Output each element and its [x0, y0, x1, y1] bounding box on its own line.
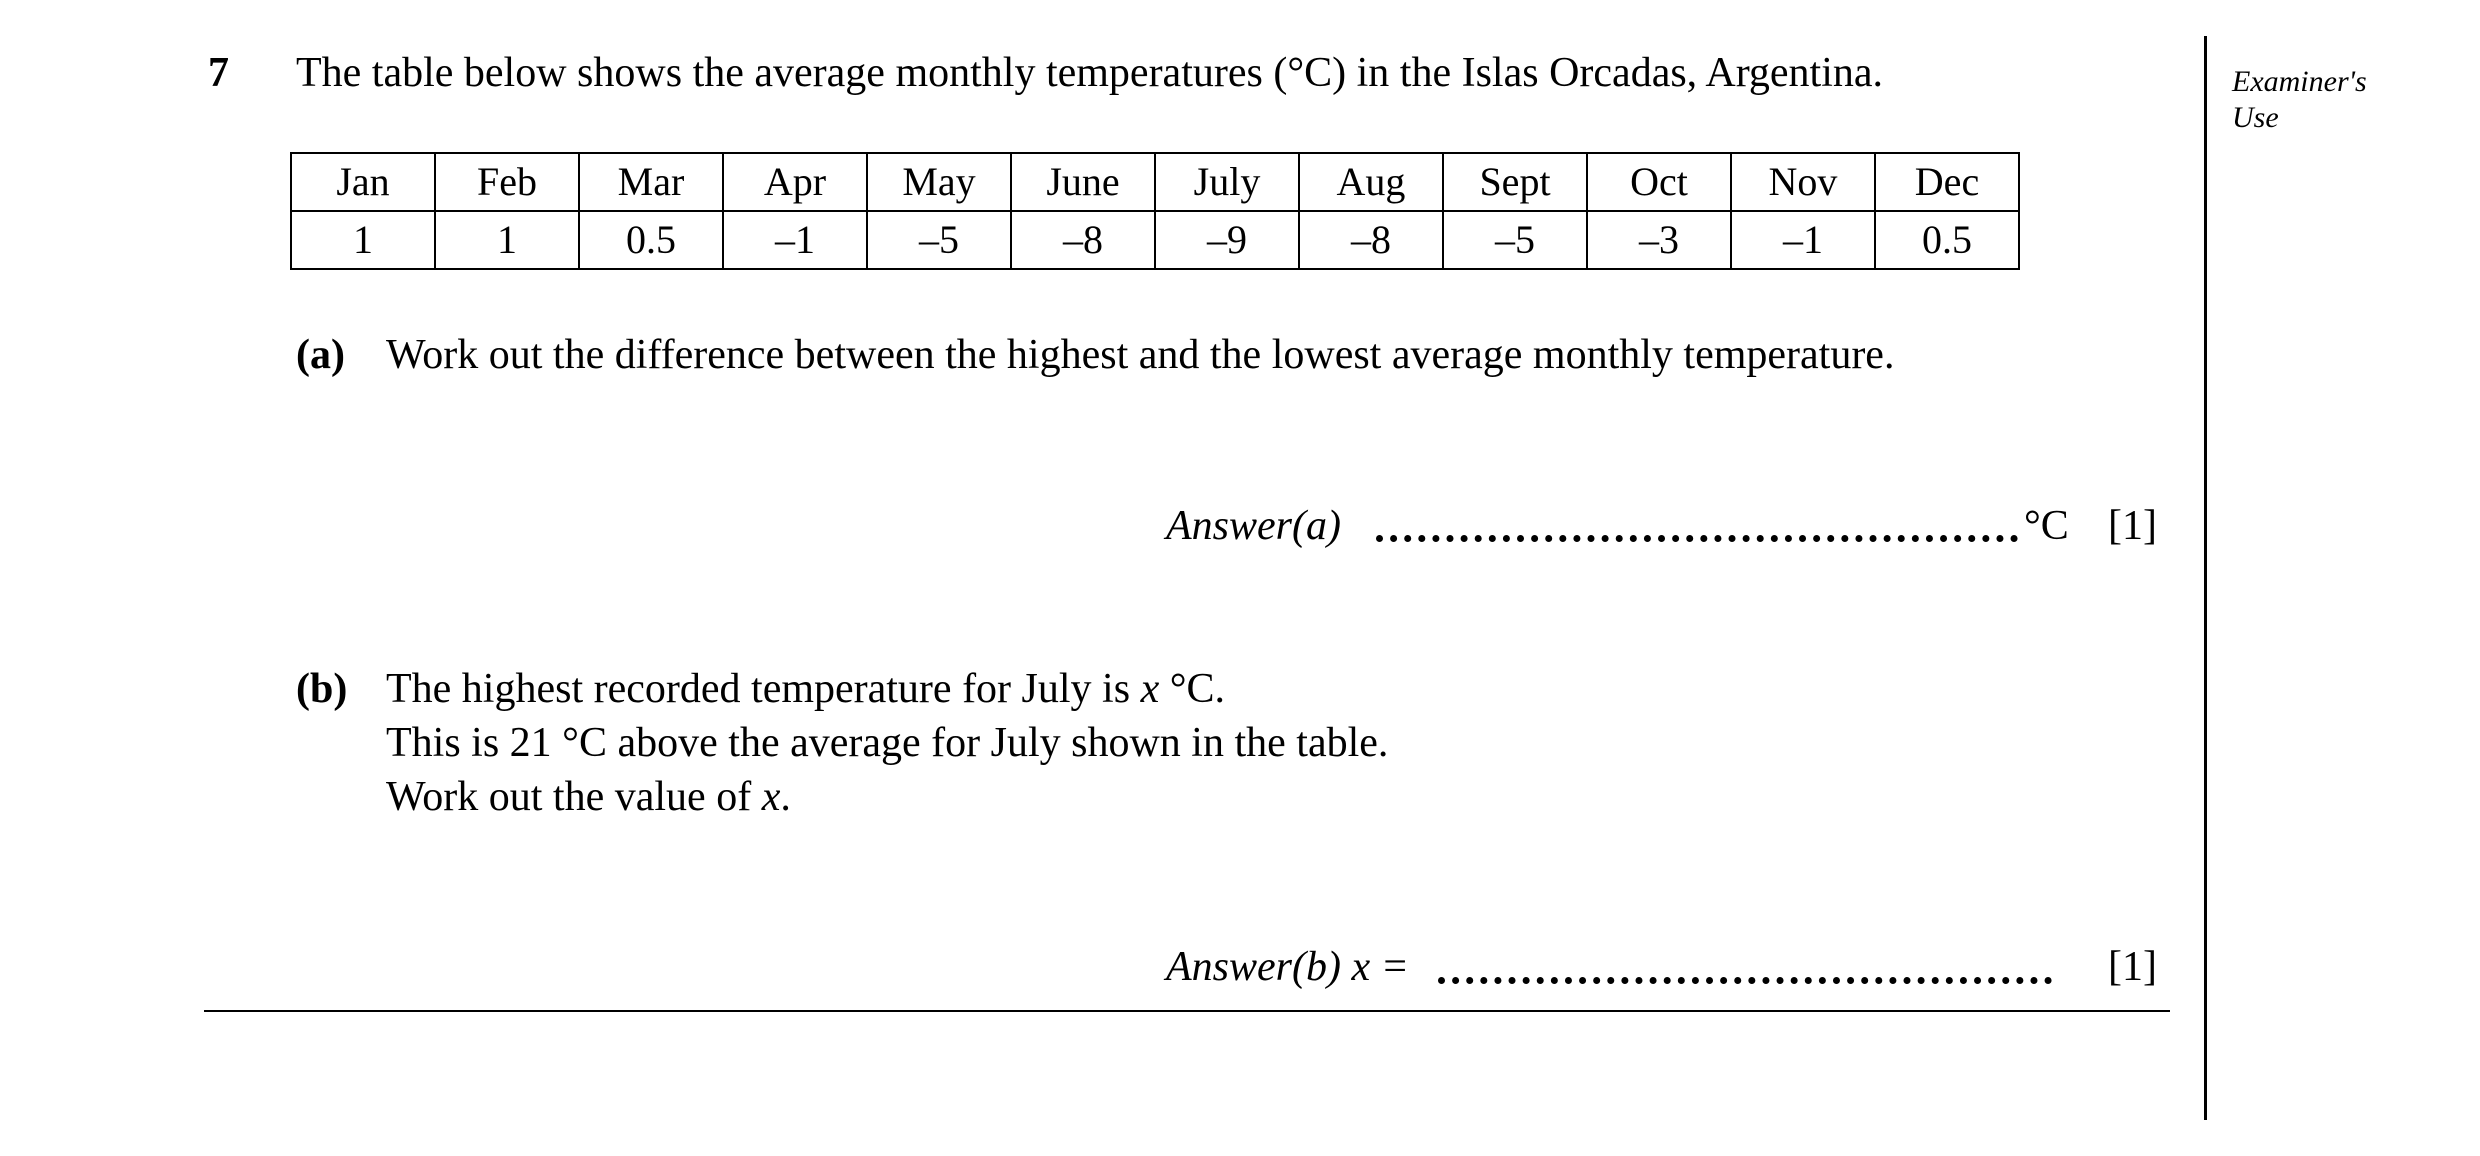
temperature-cell: 0.5: [1875, 211, 2019, 269]
question-number: 7: [208, 50, 229, 96]
table-row: [291, 211, 2019, 269]
temperature-cell: –3: [1587, 211, 1731, 269]
answer-a-label: Answer(a): [1166, 503, 1341, 549]
month-cell: July: [1155, 153, 1299, 211]
part-b-line-3: [386, 776, 791, 818]
answer-b-label: Answer(b) x =: [1166, 944, 1409, 990]
part-b-line-1-end: °C.: [1159, 666, 1226, 712]
examiner-use-line-2: Use: [2232, 101, 2279, 134]
temperature-cell: 1: [291, 211, 435, 269]
temperature-cell: –9: [1155, 211, 1299, 269]
table-header-row: [291, 153, 2019, 211]
month-cell: June: [1011, 153, 1155, 211]
month-cell: Nov: [1731, 153, 1875, 211]
part-a-text: Work out the difference between the highest and the lowest average monthly temperature.: [386, 332, 1895, 378]
question-end-rule: [204, 1010, 2170, 1012]
month-cell: Dec: [1875, 153, 2019, 211]
month-cell: Feb: [435, 153, 579, 211]
answer-b-marks: [1]: [2108, 944, 2157, 990]
part-b-label: (b): [296, 666, 348, 712]
temperature-cell: –5: [867, 211, 1011, 269]
variable-x: x: [1140, 666, 1160, 712]
part-b-line-1-start: The highest recorded temperature for July is: [386, 666, 1141, 712]
variable-x: x: [761, 774, 781, 820]
answer-a-unit: °C: [2024, 503, 2069, 549]
examiner-use-label: [2232, 64, 2367, 136]
part-a-label: (a): [296, 332, 345, 378]
part-b-line-1: [386, 668, 1225, 710]
temperature-table: [290, 152, 2020, 270]
answer-a-marks: [1]: [2108, 503, 2157, 549]
month-cell: Mar: [579, 153, 723, 211]
temperature-cell: 1: [435, 211, 579, 269]
part-b-line-2: This is 21 °C above the average for July shown in the table.: [386, 720, 1389, 766]
month-cell: Aug: [1299, 153, 1443, 211]
month-cell: Sept: [1443, 153, 1587, 211]
month-cell: May: [867, 153, 1011, 211]
temperature-cell: –1: [723, 211, 867, 269]
question-intro: The table below shows the average monthly temperatures (°C) in the Islas Orcadas, Argentina.: [296, 50, 1884, 96]
part-b-line-3-end: .: [780, 774, 791, 820]
month-cell: Apr: [723, 153, 867, 211]
examiner-margin-rule: [2204, 36, 2207, 1120]
answer-b-field[interactable]: [1438, 962, 2052, 984]
temperature-cell: –8: [1299, 211, 1443, 269]
temperature-cell: 0.5: [579, 211, 723, 269]
temperature-cell: –1: [1731, 211, 1875, 269]
answer-a-field[interactable]: [1376, 520, 2018, 542]
month-cell: Oct: [1587, 153, 1731, 211]
temperature-cell: –8: [1011, 211, 1155, 269]
temperature-cell: –5: [1443, 211, 1587, 269]
examiner-use-line-1: Examiner's: [2232, 65, 2367, 98]
part-b-line-3-start: Work out the value of: [386, 774, 762, 820]
month-cell: Jan: [291, 153, 435, 211]
